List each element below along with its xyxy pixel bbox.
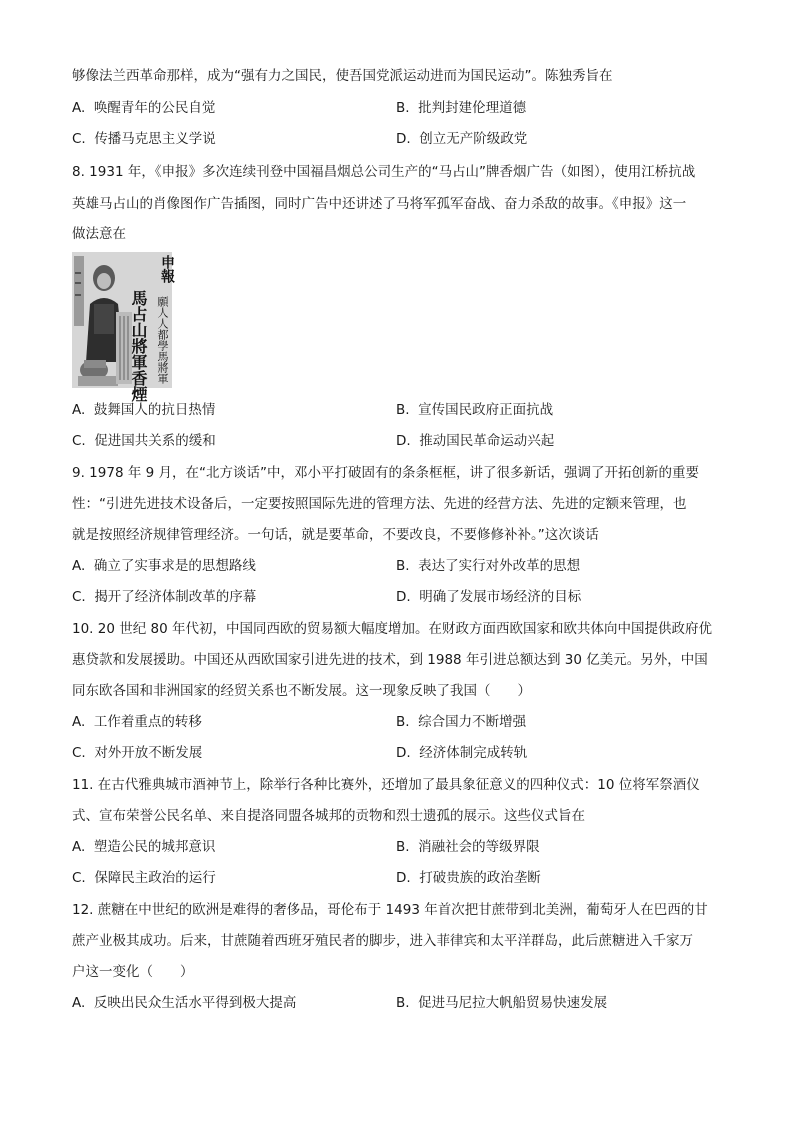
q11-option-b: B. 消融社会的等级界限 xyxy=(396,839,540,855)
q7-option-c: C. 传播马克思主义学说 xyxy=(72,131,216,147)
q12-stem-line-1: 12. 蔗糖在中世纪的欧洲是难得的奢侈品，哥伦布于 1493 年首次把甘蔗带到北美洲，葡萄牙人在巴西的甘 xyxy=(72,902,708,918)
q11-option-c: C. 保障民主政治的运行 xyxy=(72,870,216,886)
q9-stem-line-3: 就是按照经济规律管理经济。一句话，就是要革命，不要改良，不要修修补补。”这次谈话 xyxy=(72,527,599,543)
q10-option-c: C. 对外开放不断发展 xyxy=(72,745,203,761)
q8-stem-line-1: 8. 1931 年，《申报》多次连续刊登中国福昌烟总公司生产的“马占山”牌香烟广告（如图），使用江桥抗战 xyxy=(72,164,696,180)
q9-stem-line-1: 9. 1978 年 9 月，在“北方谈话”中，邓小平打破固有的条条框框，讲了很多新话，强调了开拓创新的重要 xyxy=(72,465,699,481)
q10-stem-line-2: 惠贷款和发展援助。中国还从西欧国家引进先进的技术，到 1988 年引进总额达到 30 亿美元。另外，中国 xyxy=(72,652,708,668)
q11-option-d: D. 打破贵族的政治垄断 xyxy=(396,870,541,886)
figure-masthead: 申報 xyxy=(159,255,175,283)
figure-slogan: 願人人都學馬將軍 xyxy=(156,296,169,384)
q12-stem-line-3: 户这一变化（ ） xyxy=(72,964,194,980)
q9-option-b: B. 表达了实行对外改革的思想 xyxy=(396,558,581,574)
q11-stem-line-2: 式、宣布荣誉公民名单、来自提洛同盟各城邦的贡物和烈士遗孤的展示。这些仪式旨在 xyxy=(72,808,585,824)
q8-option-a: A. 鼓舞国人的抗日热情 xyxy=(72,402,216,418)
q12-stem-line-2: 蔗产业极其成功。后来，甘蔗随着西班牙殖民者的脚步，进入菲律宾和太平洋群岛，此后蔗糖进入千家万 xyxy=(72,933,693,949)
q8-option-d: D. 推动国民革命运动兴起 xyxy=(396,433,555,449)
q7-option-d: D. 创立无产阶级政党 xyxy=(396,131,528,147)
q10-option-a: A. 工作着重点的转移 xyxy=(72,714,202,730)
q8-option-c: C. 促进国共关系的缓和 xyxy=(72,433,216,449)
q8-stem-line-3: 做法意在 xyxy=(72,226,126,242)
q10-stem-line-1: 10. 20 世纪 80 年代初，中国同西欧的贸易额大幅度增加。在财政方面西欧国家和欧共体向中国提供政府优 xyxy=(72,621,712,637)
q9-stem-line-2: 性：“引进先进技术设备后，一定要按照国际先进的管理方法、先进的经营方法、先进的定额来管理，也 xyxy=(72,496,687,512)
q7-stem-line: 够像法兰西革命那样，成为“强有力之国民，使吾国党派运动进而为国民运动”。陈独秀旨在 xyxy=(72,68,613,84)
figure-brand-title: 馬占山將軍香煙 xyxy=(129,290,148,402)
q10-stem-line-3: 同东欧各国和非洲国家的经贸关系也不断发展。这一现象反映了我国（ ） xyxy=(72,683,531,699)
q8-stem-line-2: 英雄马占山的肖像图作广告插图，同时广告中还讲述了马将军孤军奋战、奋力杀敌的故事。《申报》这一 xyxy=(72,196,687,212)
q9-option-c: C. 揭开了经济体制改革的序幕 xyxy=(72,589,257,605)
q7-option-b: B. 批判封建伦理道德 xyxy=(396,100,527,116)
q10-option-b: B. 综合国力不断增强 xyxy=(396,714,527,730)
q8-option-b: B. 宣传国民政府正面抗战 xyxy=(396,402,554,418)
q10-option-d: D. 经济体制完成转轨 xyxy=(396,745,528,761)
q12-option-b: B. 促进马尼拉大帆船贸易快速发展 xyxy=(396,995,608,1011)
q9-option-d: D. 明确了发展市场经济的目标 xyxy=(396,589,582,605)
q11-option-a: A. 塑造公民的城邦意识 xyxy=(72,839,216,855)
q9-option-a: A. 确立了实事求是的思想路线 xyxy=(72,558,256,574)
q11-stem-line-1: 11. 在古代雅典城市酒神节上，除举行各种比赛外，还增加了最具象征意义的四种仪式：10 位将军祭酒仪 xyxy=(72,777,700,793)
q7-option-a: A. 唤醒青年的公民自觉 xyxy=(72,100,216,116)
q12-option-a: A. 反映出民众生活水平得到极大提高 xyxy=(72,995,297,1011)
